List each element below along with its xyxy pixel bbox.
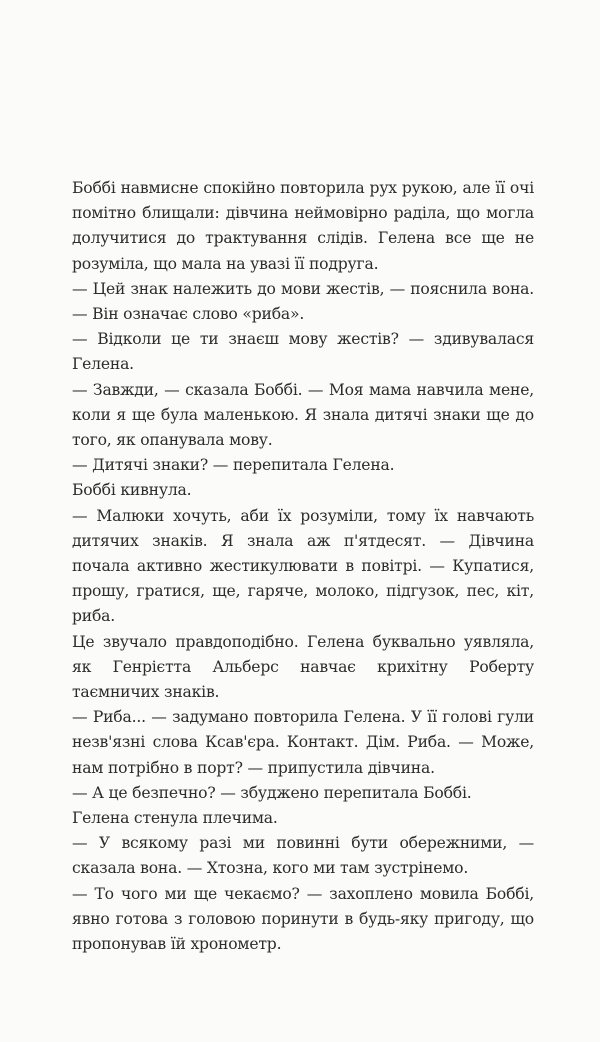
paragraph: — Відколи це ти знаєш мову жестів? — здивувалася Гелена. bbox=[72, 330, 534, 374]
paragraph: — Завжди, — сказала Боббі. — Моя мама навчила мене, коли я ще була маленькою. Я знала дитячі знаки ще до того, як опанувала мову. bbox=[72, 380, 534, 450]
paragraph: — Малюки хочуть, аби їх розуміли, тому їх навчають дитячих знаків. Я знала аж п'ятдесят. — Дівчина почала активно жестикулювати в повітрі. — Купатися, прошу, гратися, ще, гаряче, молоко, підгузок, пес, кіт, риба. bbox=[72, 506, 534, 626]
paragraph: Гелена стенула плечима. bbox=[72, 809, 278, 828]
paragraph: — Дитячі знаки? — перепитала Гелена. bbox=[72, 456, 395, 475]
paragraph: Це звучало правдоподібно. Гелена буквально уявляла, як Генрієтта Альберс навчає крихітну Роберту таємничих знаків. bbox=[72, 632, 534, 702]
paragraph: Боббі навмисне спокійно повторила рух рукою, але її очі помітно блищали: дівчина неймовірно раділа, що могла долучитися до трактування слідів. Гелена все ще не розуміла, що мала на увазі її подруга. bbox=[72, 179, 534, 273]
paragraph: — А це безпечно? — збуджено перепитала Боббі. bbox=[72, 783, 472, 802]
paragraph: — Риба... — задумано повторила Гелена. У її голові гули незв'язні слова Ксав'єра. Контакт. Дім. Риба. — Може, нам потрібно в порт? — припустила дівчина. bbox=[72, 708, 534, 777]
paragraph: — Цей знак належить до мови жестів, — пояснила вона. — Він означає слово «риба». bbox=[72, 279, 534, 324]
page-body-text bbox=[72, 176, 534, 957]
paragraph: Боббі кивнула. bbox=[72, 481, 192, 500]
paragraph: — У всякому разі ми повинні бути обережними, — сказала вона. — Хтозна, кого ми там зустрінемо. bbox=[72, 834, 534, 878]
paragraph: — То чого ми ще чекаємо? — захоплено мовила Боббі, явно готова з головою поринути в будь-яку пригоду, що пропонував їй хронометр. bbox=[72, 884, 534, 954]
